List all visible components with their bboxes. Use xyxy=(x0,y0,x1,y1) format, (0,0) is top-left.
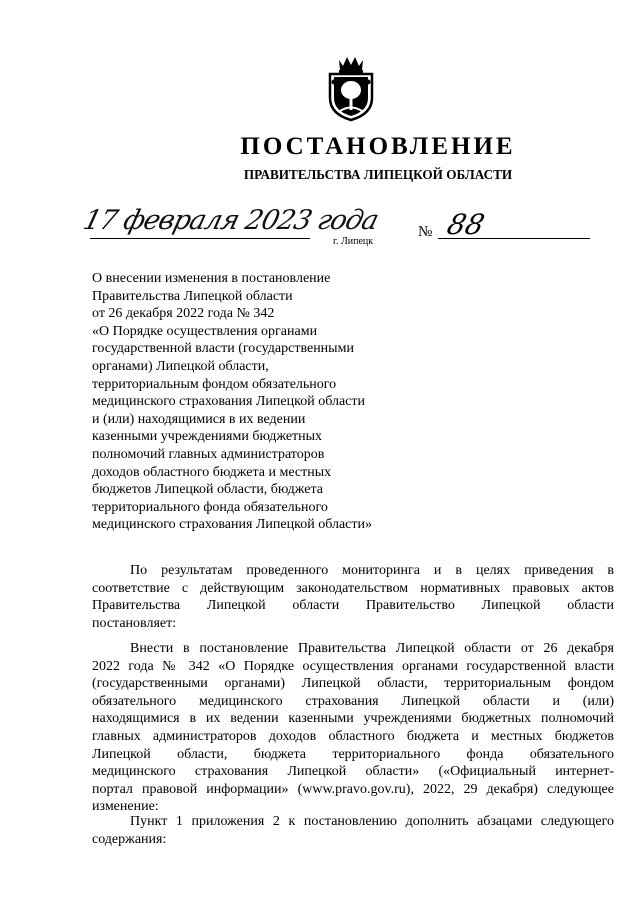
date-underline xyxy=(90,238,310,239)
body-line: Правительства Липецкой области Правительство Липецкой области xyxy=(92,598,614,614)
body-line: содержания: xyxy=(92,831,167,847)
handwritten-number: 88 xyxy=(443,208,488,241)
document-subtitle: ПРАВИТЕЛЬСТВА ЛИПЕЦКОЙ ОБЛАСТИ xyxy=(243,167,513,182)
body-line: медицинского страхования Липецкой области» («Официальный интернет- xyxy=(92,764,614,780)
heading-line: и (или) находящимися в их ведении xyxy=(92,411,306,427)
heading-line: медицинского страхования Липецкой области xyxy=(92,394,365,410)
heading-line: казенными учреждениями бюджетных xyxy=(92,429,323,445)
coat-of-arms-emblem xyxy=(326,54,376,122)
document-title: ПОСТАНОВЛЕНИЕ xyxy=(240,133,516,160)
amendment-paragraph xyxy=(92,813,614,848)
body-line: Липецкой области, бюджета территориального фонда обязательного xyxy=(92,746,614,762)
heading-line: территориальным фондом обязательного xyxy=(92,376,337,392)
heading-line: государственной власти (государственными xyxy=(92,341,354,357)
preamble-paragraph xyxy=(92,562,614,632)
heading-line: Правительства Липецкой области xyxy=(92,288,293,304)
city-label: г. Липецк xyxy=(333,236,374,247)
heading-line: бюджетов Липецкой области, бюджета xyxy=(92,482,324,498)
body-line: портал правовой информации» (www.pravo.gov.ru), 2022, 29 декабря) следующее xyxy=(92,781,614,797)
body-line: обязательного медицинского страхования Липецкой области и (или) xyxy=(92,693,614,709)
body-line: соответствие с действующим законодательством нормативных правовых актов xyxy=(92,580,614,596)
body-line: 2022 года № 342 «О Порядке осуществления органами государственной власти xyxy=(92,658,614,674)
heading-line: от 26 декабря 2022 года № 342 xyxy=(92,306,275,322)
body-line: Внести в постановление Правительства Липецкой области от 26 декабря xyxy=(130,641,614,656)
number-underline xyxy=(438,238,590,239)
heading-line: полномочий главных администраторов xyxy=(92,446,325,462)
body-line: постановляет: xyxy=(92,615,177,631)
body-line: (государственными органами) Липецкой области, территориальным фондом xyxy=(92,676,614,692)
heading-line: О внесении изменения в постановление xyxy=(92,271,331,286)
body-line: находящимися в их ведении казенными учреждениями бюджетных полномочий xyxy=(92,711,614,727)
number-label: № xyxy=(418,224,433,240)
heading-line: медицинского страхования Липецкой области» xyxy=(92,517,372,533)
document-heading xyxy=(92,270,372,534)
heading-line: доходов областного бюджета и местных xyxy=(92,464,332,480)
body-line: главных администраторов доходов областного бюджета и местных бюджетов xyxy=(92,728,614,744)
body-line: изменение: xyxy=(92,799,159,815)
resolution-paragraph xyxy=(92,640,614,816)
heading-line: «О Порядке осуществления органами xyxy=(92,323,318,339)
handwritten-date: 17 февраля 2023 года xyxy=(80,205,382,236)
heading-line: территориального фонда обязательного xyxy=(92,499,328,515)
body-line: По результатам проведенного мониторинга и в целях приведения в xyxy=(130,563,614,578)
body-line: Пункт 1 приложения 2 к постановлению дополнить абзацами следующего xyxy=(130,814,614,829)
heading-line: органами) Липецкой области, xyxy=(92,358,269,374)
